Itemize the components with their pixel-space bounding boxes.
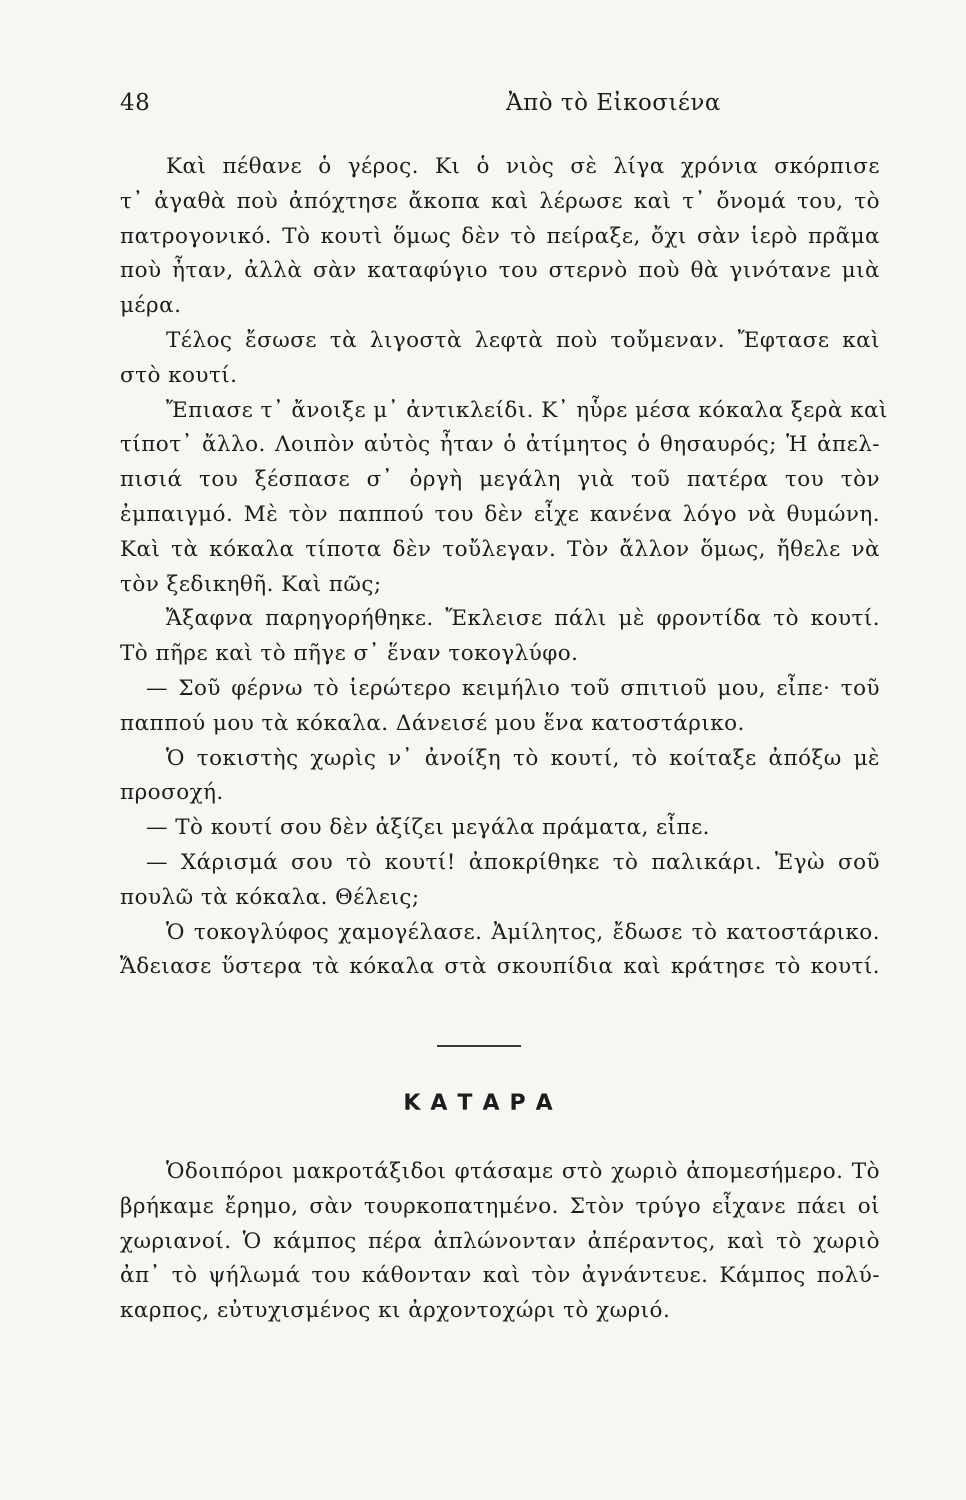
section-body bbox=[120, 1155, 880, 1329]
text-line: πατρογονικό. Τὸ κουτὶ ὅμως δὲν τὸ πείραξε, ὄχι σὰν ἱερὸ πρᾶμα bbox=[120, 223, 880, 249]
text-line: — Τὸ κουτί σου δὲν ἀξίζει μεγάλα πράματα, εἶπε. bbox=[146, 815, 710, 841]
text-line: Τέλος ἔσωσε τὰ λιγοστὰ λεφτὰ ποὺ τοὔμεναν. Ἔφτασε καὶ bbox=[166, 327, 880, 353]
text-line: Ὁ τοκογλύφος χαμογέλασε. Ἀμίλητος, ἔδωσε τὸ κατοστάρικο. bbox=[166, 919, 880, 945]
text-line: Τὸ πῆρε καὶ τὸ πῆγε σ᾿ ἕναν τοκογλύφο. bbox=[120, 641, 579, 667]
text-line: μέρα. bbox=[120, 293, 182, 319]
text-line: ἐμπαιγμό. Μὲ τὸν παππού του δὲν εἶχε κανένα λόγο νὰ θυμώνη. bbox=[120, 501, 880, 527]
story-body bbox=[120, 150, 888, 985]
text-line: Ὁδοιπόροι μακροτάξιδοι φτάσαμε στὸ χωριὸ ἀπομεσήμερο. Τὸ bbox=[166, 1159, 880, 1184]
text-line: — Σοῦ φέρνω τὸ ἱερώτερο κειμήλιο τοῦ σπιτιοῦ μου, εἶπε· τοῦ bbox=[146, 675, 880, 701]
page-number: 48 bbox=[120, 90, 151, 116]
text-line: ποὺ ἦταν, ἀλλὰ σὰν καταφύγιο του στερνὸ ποὺ θὰ γινότανε μιὰ bbox=[120, 258, 880, 284]
text-line: τὸν ξεδικηθῆ. Καὶ πῶς; bbox=[120, 571, 382, 597]
text-line: βρήκαμε ἔρημο, σὰν τουρκοπατημένο. Στὸν τρύγο εἶχανε πάει οἱ bbox=[120, 1193, 880, 1219]
text-line: τίποτ᾿ ἄλλο. Λοιπὸν αὐτὸς ἦταν ὁ ἀτίμητος ὁ θησαυρός; Ἡ ἀπελ- bbox=[120, 432, 880, 458]
text-line: πουλῶ τὰ κόκαλα. Θέλεις; bbox=[120, 884, 420, 910]
text-line: παππού μου τὰ κόκαλα. Δάνεισέ μου ἕνα κατοστάρικο. bbox=[120, 710, 745, 736]
text-line: Καὶ τὰ κόκαλα τίποτα δὲν τοὔλεγαν. Τὸν ἄλλον ὅμως, ἤθελε νὰ bbox=[120, 536, 880, 562]
section-title: ΚΑΤΑΡΑ bbox=[403, 1091, 563, 1116]
page-header bbox=[120, 90, 880, 122]
text-line: — Χάρισμά σου τὸ κουτί! ἀποκρίθηκε τὸ παλικάρι. Ἐγὼ σοῦ bbox=[146, 849, 880, 875]
text-line: ἀπ᾿ τὸ ψήλωμά του κάθονταν καὶ τὸν ἀγνάντευε. Κάμπος πολύ- bbox=[120, 1263, 880, 1289]
text-line: Ἔπιασε τ᾿ ἄνοιξε μ᾿ ἀντικλείδι. Κ᾿ ηὗρε μέσα κόκαλα ξερὰ καὶ bbox=[166, 397, 888, 423]
text-line: Ὁ τοκιστὴς χωρὶς ν᾿ ἀνοίξη τὸ κουτί, τὸ κοίταξε ἀπόξω μὲ bbox=[166, 745, 880, 771]
text-line: στὸ κουτί. bbox=[120, 362, 238, 388]
text-line: Ἄδειασε ὕστερα τὰ κόκαλα στὰ σκουπίδια καὶ κράτησε τὸ κουτί. bbox=[120, 954, 880, 980]
text-line: καρπος, εὐτυχισμένος κι ἀρχοντοχώρι τὸ χωριό. bbox=[120, 1298, 671, 1324]
text-line: πισιά του ξέσπασε σ᾿ ὀργὴ μεγάλη γιὰ τοῦ πατέρα του τὸν bbox=[120, 467, 880, 493]
section-divider bbox=[437, 1045, 521, 1047]
running-title: Ἀπὸ τὸ Εἰκοσιένα bbox=[506, 90, 721, 116]
text-line: προσοχή. bbox=[120, 780, 224, 806]
text-line: Ἄξαφνα παρηγορήθηκε. Ἔκλεισε πάλι μὲ φροντίδα τὸ κουτί. bbox=[166, 606, 880, 632]
text-line: τ᾿ ἀγαθὰ ποὺ ἀπόχτησε ἄκοπα καὶ λέρωσε καὶ τ᾿ ὄνομά του, τὸ bbox=[120, 188, 880, 214]
text-line: Καὶ πέθανε ὁ γέρος. Κι ὁ νιὸς σὲ λίγα χρόνια σκόρπισε bbox=[166, 154, 880, 179]
text-line: χωριανοί. Ὁ κάμπος πέρα ἁπλώνονταν ἀπέραντος, καὶ τὸ χωριὸ bbox=[120, 1228, 880, 1254]
